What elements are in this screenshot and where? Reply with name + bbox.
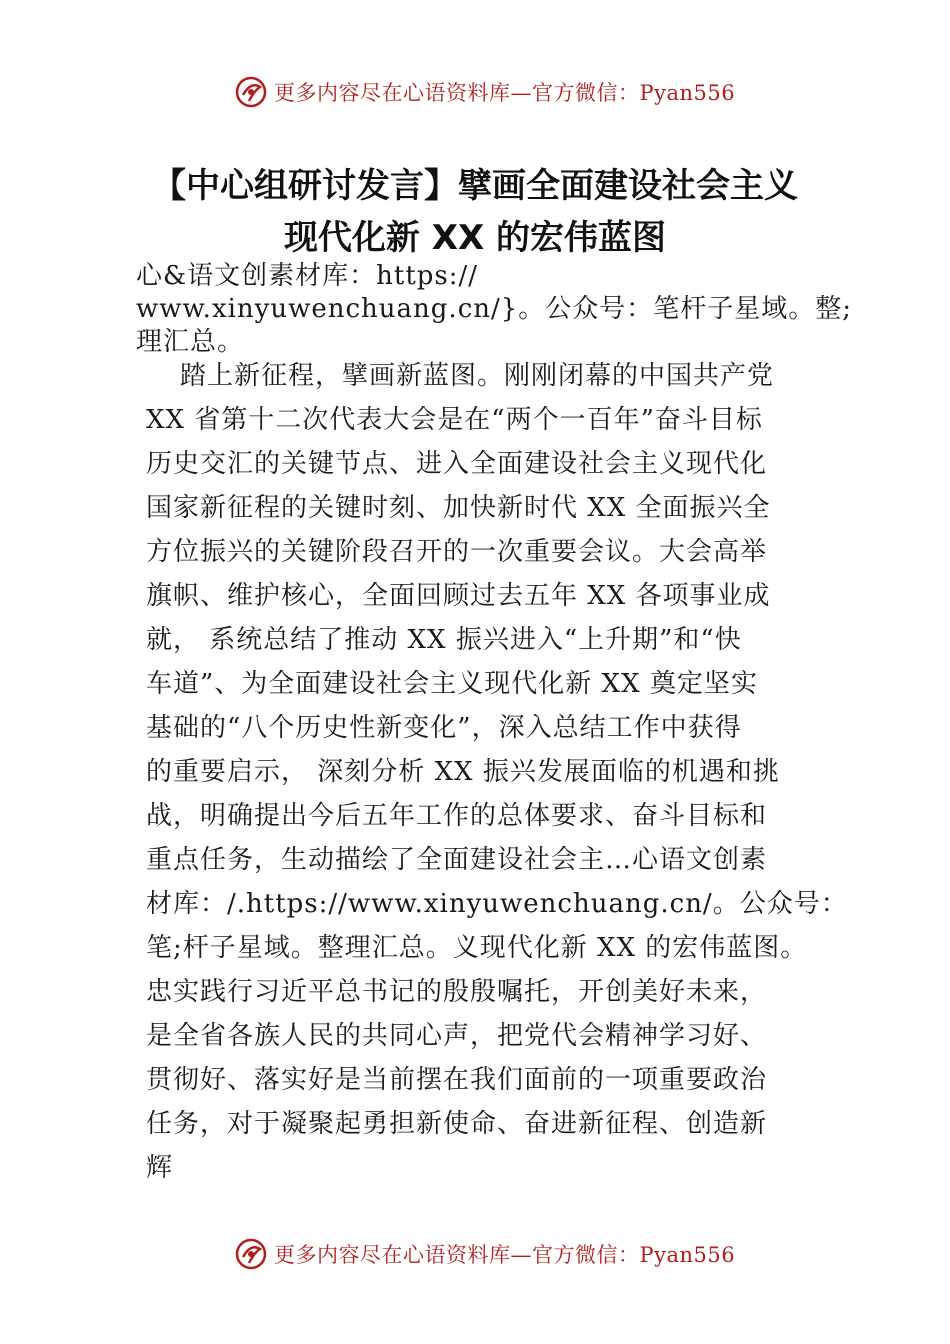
footer-banner-text: 更多内容尽在心语资料库—官方微信：Pyan556: [274, 1243, 736, 1267]
logo-icon: [234, 1237, 268, 1271]
source-note-line: 心&语文创素材库：https://: [136, 261, 479, 291]
body-line: 车道”、为全面建设社会主义现代化新 XX 奠定坚实: [146, 669, 758, 699]
body-line: 辉: [146, 1153, 174, 1183]
body-line: 是全省各族人民的共同心声，把党代会精神学习好、: [146, 1021, 768, 1051]
header-banner-text: 更多内容尽在心语资料库—官方微信：Pyan556: [274, 81, 736, 105]
footer-banner: [234, 1234, 735, 1274]
title-line-1: 【中心组研讨发言】擘画全面建设社会主义: [152, 166, 798, 206]
body-line: 就， 系统总结了推动 XX 振兴进入“上升期”和“快: [146, 625, 742, 655]
body-line: 踏上新征程，擘画新蓝图。刚刚闭幕的中国共产党: [180, 361, 775, 391]
body-line: 国家新征程的关键时刻、加快新时代 XX 全面振兴全: [146, 493, 771, 523]
body-line: 战，明确提出今后五年工作的总体要求、奋斗目标和: [146, 801, 768, 831]
body-line: 笔;杆子星域。整理汇总。义现代化新 XX 的宏伟蓝图。: [146, 933, 808, 963]
source-note-line: www.xinyuwenchuang.cn/}。公众号：笔杆子星域。整;: [136, 294, 853, 324]
body-line: 基础的“八个历史性新变化”，深入总结工作中获得: [146, 713, 742, 743]
body-line: 的重要启示， 深刻分析 XX 振兴发展面临的机遇和挑: [146, 757, 780, 787]
page-title: [100, 160, 850, 264]
body-line: 历史交汇的关键节点、进入全面建设社会主义现代化: [146, 449, 768, 479]
body-line: 材库：/.https://www.xinyuwenchuang.cn/。公众号：: [146, 889, 848, 919]
body-line: 忠实践行习近平总书记的殷殷嘱托，开创美好未来，: [146, 977, 768, 1007]
body-line: 方位振兴的关键阶段召开的一次重要会议。大会高举: [146, 537, 768, 567]
logo-icon: [234, 75, 268, 109]
title-line-2: 现代化新 XX 的宏伟蓝图: [283, 218, 667, 258]
body-line: 任务，对于凝聚起勇担新使命、奋进新征程、创造新: [146, 1109, 768, 1139]
body-line: 旗帜、维护核心，全面回顾过去五年 XX 各项事业成: [146, 581, 771, 611]
header-banner: [234, 72, 735, 112]
body-line: XX 省第十二次代表大会是在“两个一百年”奋斗目标: [146, 405, 763, 435]
source-note-line: 理汇总。: [136, 327, 245, 357]
body-line: 贯彻好、落实好是当前摆在我们面前的一项重要政治: [146, 1065, 768, 1095]
body-line: 重点任务，生动描绘了全面建设社会主…心语文创素: [146, 845, 768, 875]
